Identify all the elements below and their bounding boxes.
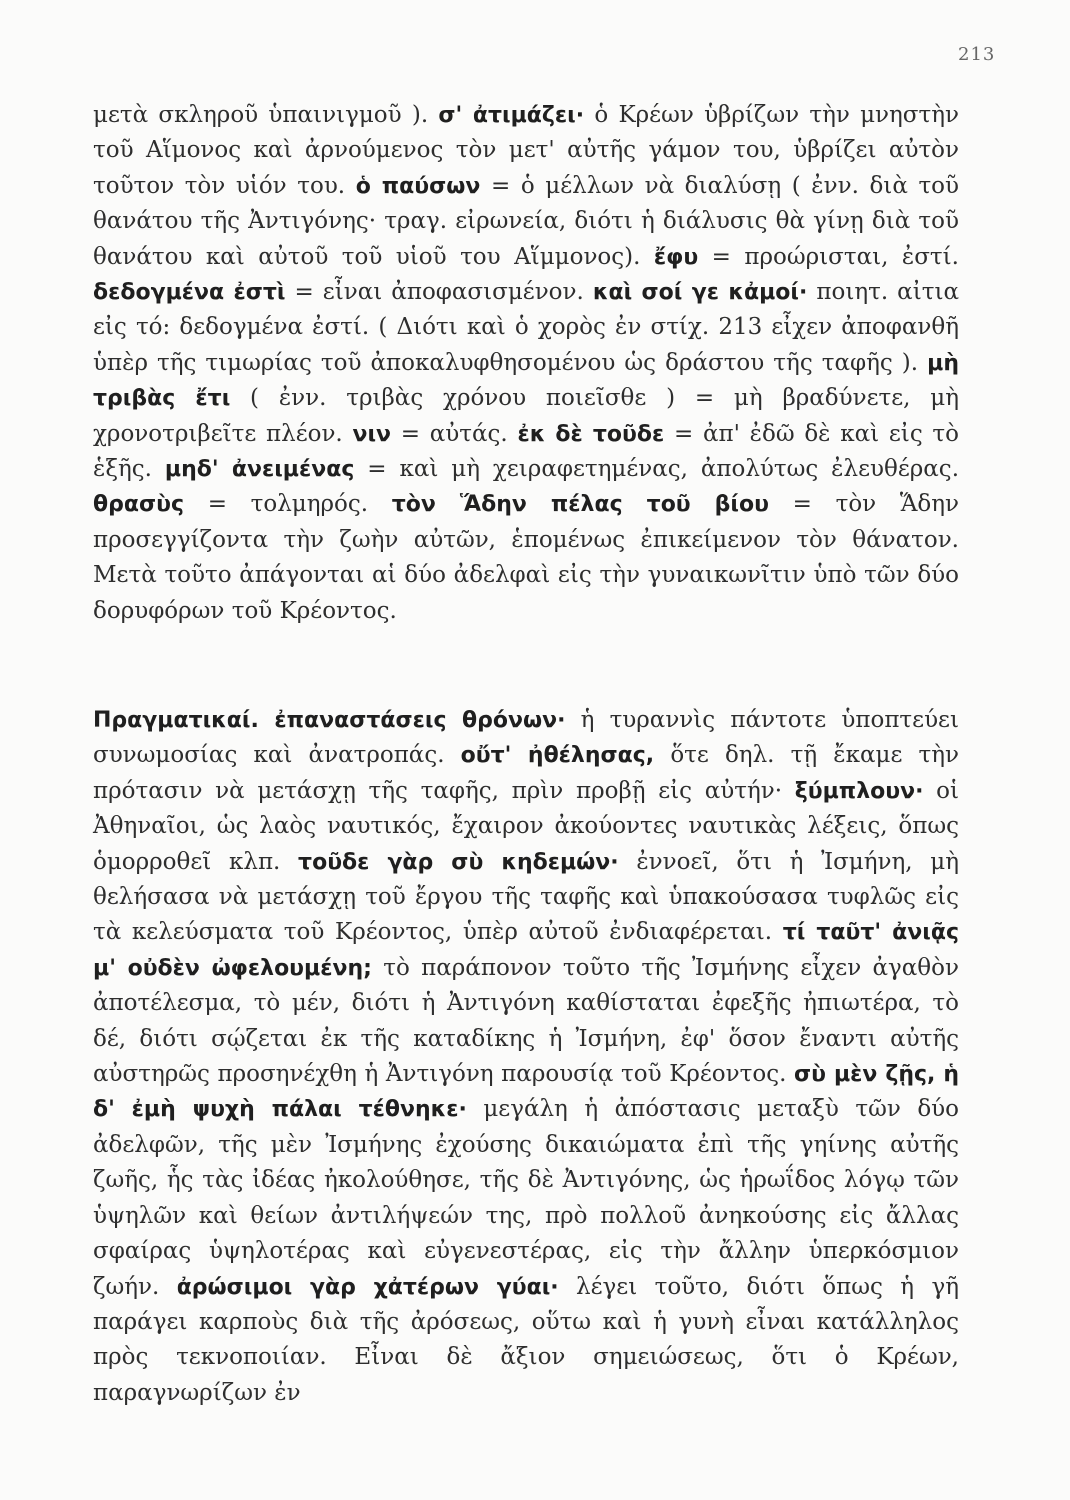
commentary-text: οἱ Ἀθηναῖοι, ὡς λαὸς ναυτικός, ἔχαιρον ἀκούοντες ναυτικὰς λέξεις, ὅπως ὁμορροθεῖ κλπ. <box>93 777 959 875</box>
commentary-text: ἡ τυραννὶς πάντοτε ὑποπτεύει συνωμοσίας καὶ ἀνατροπάς. <box>93 707 959 769</box>
commentary-text: = ὁ μέλλων νὰ διαλύσῃ ( ἐνν. διὰ τοῦ θανάτου τῆς Ἀντιγόνης· τραγ. εἰρωνεία, διότι ἡ διάλυσις θὰ γίνῃ διὰ τοῦ θανάτου καὶ αὐτοῦ τοῦ υἱοῦ του Αἵμμονος). <box>93 172 959 270</box>
lemma-term: ξύμπλουν· <box>794 778 924 804</box>
commentary-text: μετὰ σκληροῦ ὑπαινιγμοῦ ). <box>93 102 439 128</box>
lemma-term: ἀρώσιμοι γὰρ χἀτέρων γύαι· <box>176 1274 559 1300</box>
lemma-term: τὸν Ἅδην πέλας τοῦ βίου <box>391 492 769 518</box>
lemma-term: Πραγματικαί. ἐπαναστάσεις θρόνων· <box>93 708 566 733</box>
lemma-term: μηδ' ἀνειμένας <box>164 457 355 483</box>
commentary-text: ὁ Κρέων ὑβρίζων τὴν μνηστὴν τοῦ Αἵμονος καὶ ἀρνούμενος τὸν μετ' αὐτῆς γάμον του, ὑβρίζει αὐτὸν τοῦτον τὸν υἱόν του. <box>93 102 959 199</box>
commentary-paragraph-1 <box>93 98 959 629</box>
commentary-text: = εἶναι ἀποφασισμένον. <box>285 279 593 306</box>
lemma-term: σὺ μὲν ζῇς, ἡ δ' ἐμὴ ψυχὴ πάλαι τέθνηκε· <box>93 1062 960 1123</box>
lemma-term: σ' ἀτιμάζει· <box>438 103 585 128</box>
lemma-term: ἐκ δὲ τοῦδε <box>517 421 665 447</box>
commentary-text: = τολμηρός. <box>184 491 392 518</box>
commentary-text: τὸ παράπονον τοῦτο τῆς Ἰσμήνης εἶχεν ἀγαθὸν ἀποτέλεσμα, τὸ μέν, διότι ἡ Ἀντιγόνη καθίσταται ἐφεξῆς ἠπιωτέρα, τὸ δέ, διότι σῴζεται ἐκ τῆς καταδίκης ἡ Ἰσμήνη, ἐφ' ὅσον ἔναντι αὐτῆς αὐστηρῶς προσηνέχθη ἡ Ἀντιγόνη παρουσίᾳ τοῦ Κρέοντος. <box>93 954 959 1088</box>
lemma-term: ὁ παύσων <box>355 173 481 199</box>
lemma-term: θρασὺς <box>93 492 185 518</box>
commentary-text: ὅτε δηλ. τῇ ἔκαμε τὴν πρότασιν νὰ μετάσχῃ τῆς ταφῆς, πρὶν προβῇ εἰς αὐτήν· <box>93 742 959 804</box>
commentary-text: = τὸν Ἅδην προσεγγίζοντα τὴν ζωὴν αὐτῶν, ἑπομένως ἐπικείμενον τὸν θάνατον. Μετὰ τοῦτο ἀπάγονται αἱ δύο ἀδελφαὶ εἰς τὴν γυναικωνῖτιν ὑπὸ τῶν δύο δορυφόρων τοῦ Κρέοντος. <box>93 491 960 624</box>
lemma-term: τοῦδε γὰρ σὺ κηδεμών· <box>298 849 619 875</box>
lemma-term: ἔφυ <box>653 244 699 270</box>
lemma-term: καὶ σοί γε κἀμοί· <box>592 280 808 306</box>
commentary-text: = καὶ μὴ χειραφετημένας, ἀπολύτως ἐλευθέρας. <box>354 456 960 483</box>
commentary-text: ( ἐνν. τριβὰς χρόνου ποιεῖσθε ) = μὴ βραδύνετε, μὴ χρονοτριβεῖτε πλέον. <box>93 385 959 447</box>
lemma-term: τί ταῦτ' ἀνιᾷς μ' οὐδὲν ὠφελουμένη; <box>93 920 960 981</box>
commentary-text: ἐννοεῖ, ὅτι ἡ Ἰσμήνη, μὴ θελήσασα νὰ μετάσχῃ τοῦ ἔργου τῆς ταφῆς καὶ ὑπακούσασα τυφλῶς εἰς τὰ κελεύσματα τοῦ Κρέοντος, ὑπὲρ αὐτοῦ ἐνδιαφέρεται. <box>93 848 959 946</box>
commentary-text: = προώρισται, ἐστί. <box>698 243 959 270</box>
commentary-text: μεγάλη ἡ ἀπόστασις μεταξὺ τῶν δύο ἀδελφῶν, τῆς μὲν Ἰσμήνης ἐχούσης δικαιώματα ἐπὶ τῆς γηίνης αὐτῆς ζωῆς, ἧς τὰς ἰδέας ἠκολούθησε, τῆς δὲ Ἀντιγόνης, ὡς ἡρωΐδος λόγῳ τῶν ὑψηλῶν καὶ θείων ἀντιλήψεών της, πρὸ πολλοῦ ἀνηκούσης εἰς ἄλλας σφαίρας ὑψηλοτέρας καὶ εὐγενεστέρας, εἰς τὴν ἄλλην ὑπερκόσμιον ζωήν. <box>93 1096 959 1300</box>
page-number: 213 <box>958 44 996 65</box>
lemma-term: δεδογμένα ἐστὶ <box>93 280 286 306</box>
commentary-paragraph-2 <box>93 703 959 1411</box>
commentary-text: = ἀπ' ἐδῶ δὲ καὶ εἰς τὸ ἑξῆς. <box>93 420 959 483</box>
lemma-term: νιν <box>352 421 392 447</box>
lemma-term: οὔτ' ἠθέλησας, <box>460 743 655 769</box>
commentary-text: λέγει τοῦτο, διότι ὅπως ἡ γῆ παράγει καρποὺς διὰ τῆς ἀρόσεως, οὕτω καὶ ἡ γυνὴ εἶναι κατάλληλος πρὸς τεκνοποιίαν. Εἶναι δὲ ἄξιον σημειώσεως, ὅτι ὁ Κρέων, παραγνωρίζων ἐν <box>93 1273 959 1406</box>
commentary-text: ποιητ. αἰτια εἰς τό: δεδογμένα ἐστί. ( Διότι καὶ ὁ χορὸς ἐν στίχ. 213 εἶχεν ἀποφανθῆ ὑπὲρ τῆς τιμωρίας τοῦ ἀποκαλυφθησομένου ὡς δράστου τῆς ταφῆς ). <box>93 279 959 376</box>
lemma-term: μὴ τριβὰς ἔτι <box>93 350 959 412</box>
commentary-text: = αὐτάς. <box>391 420 518 447</box>
